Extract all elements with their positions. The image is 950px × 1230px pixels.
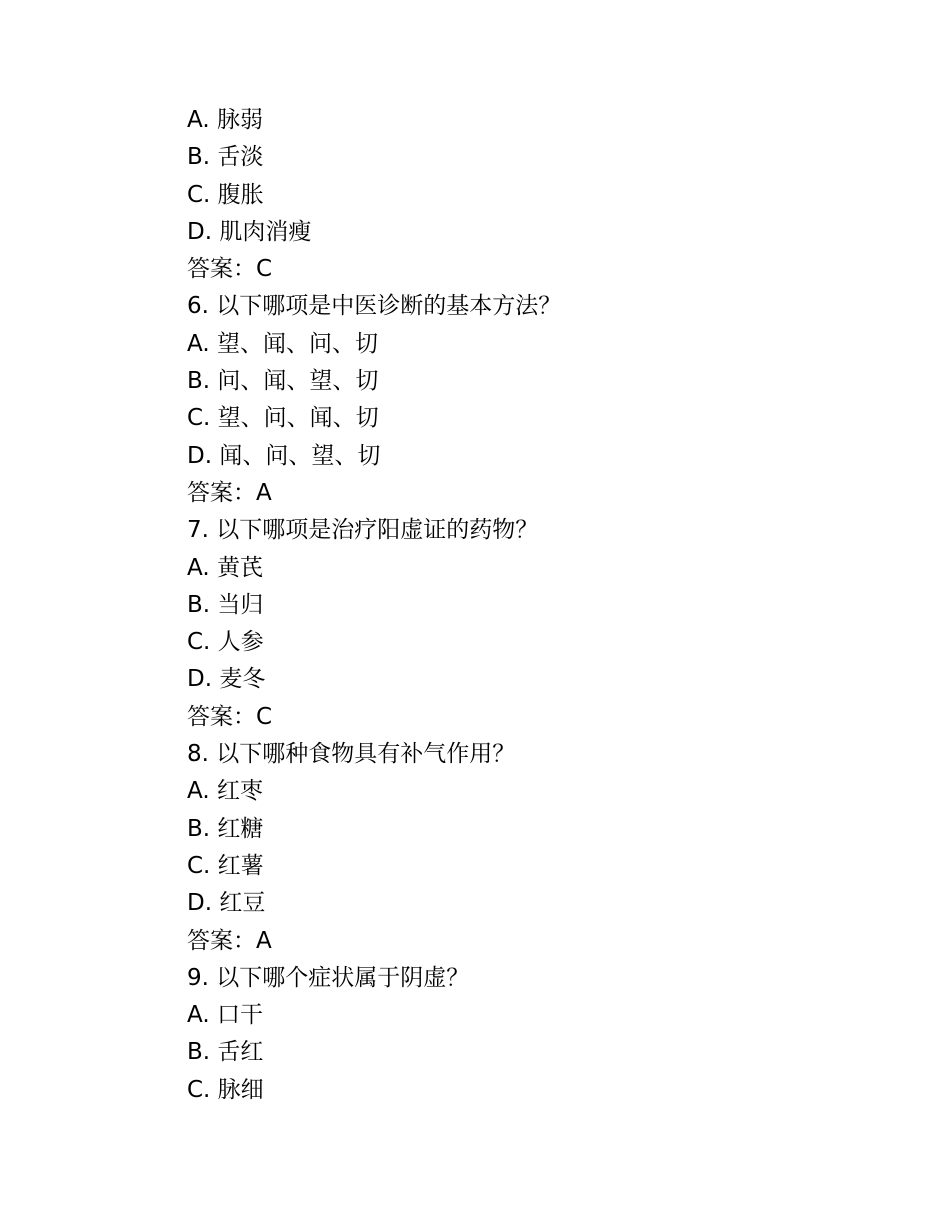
question-line: 9. 以下哪个症状属于阴虚？ — [187, 964, 470, 991]
option-line: D. 红豆 — [187, 890, 266, 917]
option-line: B. 红糖 — [187, 815, 264, 842]
option-line: A. 脉弱 — [187, 107, 263, 133]
option-line: B. 舌淡 — [187, 144, 264, 171]
option-line: C. 腹胀 — [187, 181, 264, 208]
document-text-body — [187, 102, 887, 1109]
option-line: C. 红薯 — [187, 852, 264, 879]
question-line: 7. 以下哪项是治疗阳虚证的药物？ — [187, 517, 539, 544]
question-line: 8. 以下哪种食物具有补气作用？ — [187, 741, 516, 768]
answer-line: 答案：C — [187, 703, 273, 730]
answer-line: 答案：A — [187, 927, 272, 954]
option-line: B. 问、闻、望、切 — [187, 368, 379, 395]
option-line: C. 人参 — [187, 629, 264, 656]
option-line: C. 脉细 — [187, 1076, 264, 1103]
option-line: B. 当归 — [187, 591, 264, 618]
answer-line: 答案：C — [187, 256, 273, 283]
option-line: C. 望、问、闻、切 — [187, 405, 379, 432]
option-line: A. 口干 — [187, 1002, 263, 1029]
option-line: B. 舌红 — [187, 1039, 264, 1066]
option-line: A. 红枣 — [187, 778, 263, 805]
option-line: D. 肌肉消瘦 — [187, 218, 312, 245]
question-line: 6. 以下哪项是中医诊断的基本方法？ — [187, 293, 562, 320]
option-line: A. 黄芪 — [187, 554, 263, 581]
option-line: D. 闻、问、望、切 — [187, 442, 381, 469]
option-line: A. 望、闻、问、切 — [187, 330, 378, 357]
answer-line: 答案：A — [187, 479, 272, 506]
option-line: D. 麦冬 — [187, 666, 266, 693]
